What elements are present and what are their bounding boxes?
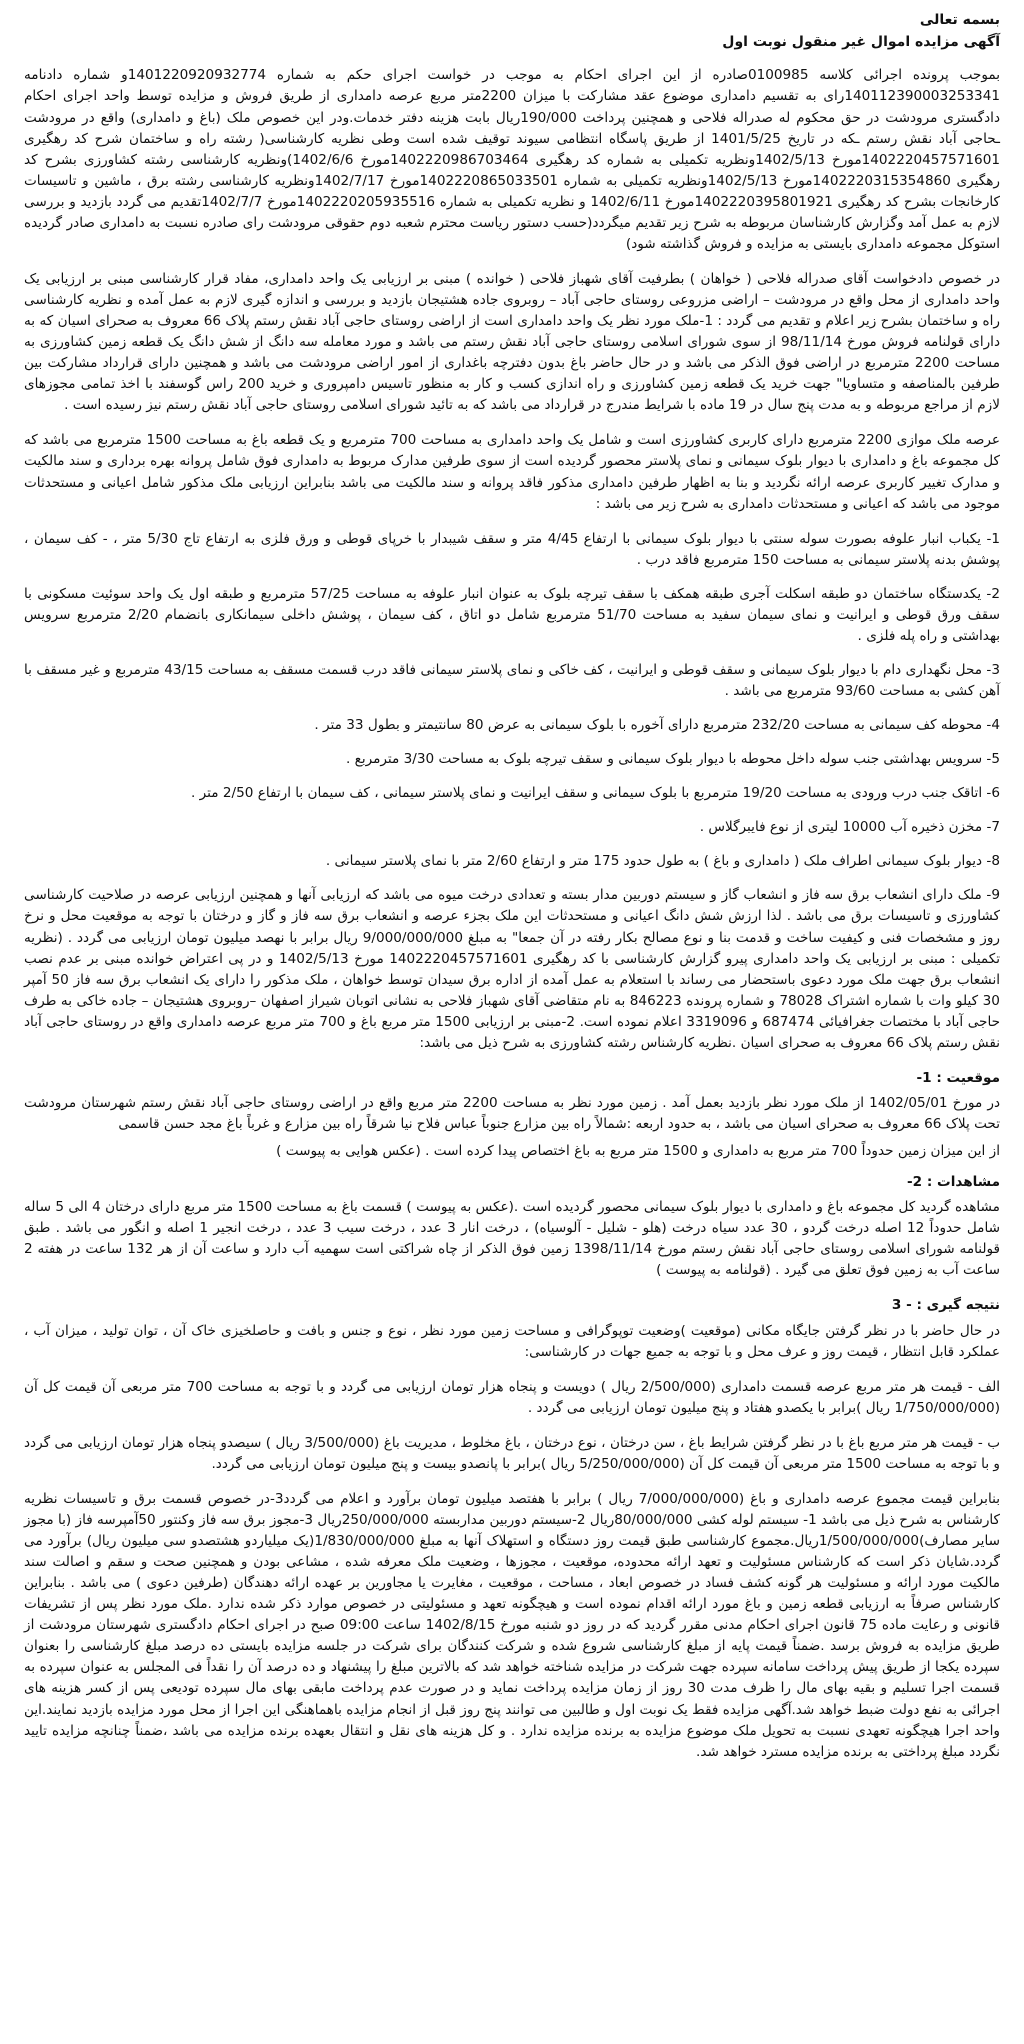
list-item: 4- محوطه کف سیمانی به مساحت 232/20 مترمربع دارای آخوره با بلوک سیمانی به عرض 80 سانتیمتر و بطول 33 متر . — [314, 717, 1000, 734]
conclusion-paragraph: در حال حاضر با در نظر گرفتن جایگاه مکانی (موقعیت )وضعیت توپوگرافی و مساحت زمین مورد نظر ، نوع و جنس و بافت و حاصلخیزی خاک آن ، توان تولید ، میزان آب ، عملکرد قابل انتظار ، قیمت روز و عرف محل و با توجه به جمیع جهات در کارشناسی: — [24, 1322, 1000, 1360]
list-item: 1- یکباب انبار علوفه بصورت سوله سنتی با دیوار بلوک سیمانی با ارتفاع 4/45 متر و سقف شیبدار با خرپای قوطی و ورق فلزی به ارتفاع تاج 5/30 متر ، - کف سیمان ، پوشش بدنه پلاستر سیمانی به مساحت 150 مترمربع فاقد درب . — [24, 530, 1001, 568]
list-item: 2- یکدستگاه ساختمان دو طبقه اسکلت آجری طبقه همکف با سقف تیرچه بلوک به عنوان انبار علوفه به مساحت 57/25 مترمربع و طبقه اول یک واحد سوئیت مسکونی با سقف ورق قوطی و ایرانیت و نمای سیمان سفید به مساحت 51/70 مترمربع شامل دو اتاق ، کف سیمان ، پوشش داخلی سیمانکاری بانضمام 2/20 مترمربع سرویس بهداشتی و راه پله فلزی . — [24, 585, 1000, 644]
list-item: 6- اتاقک جنب درب ورودی به مساحت 19/20 مترمربع با بلوک سیمانی و سقف ایرانیت و نمای پلاستر سیمانی ، کف سیمان با ارتفاع 2/50 متر . — [191, 785, 1000, 802]
final-paragraph: بنابراین قیمت مجموع عرصه دامداری و باغ (7/000/000/000 ریال ) برابر با هفتصد میلیون تومان برآورد و اعلام می گردد3-در خصوص قسمت برق و تاسیسات نظریه کارشناس به شرح ذیل می باشد 1- سیستم لوله کشی 80/000/000ریال 2-سیستم دوربین مداربسته 250/000/000ریال 3-مجوز برق سه فاز وکنتور 50آمپرسه فاز (با مجوز سایر مصارف)1/500/000/000ریال.مجموع کارشناسی طبق قیمت روز دستگاه و استهلاک آنها به مبلغ 1/830/000/000(یک میلیاردو هشتصدو سی میلیون ریال) برآورد می گردد.شایان ذکر است که کارشناس مسئولیت و تعهد ارائه محدوده، موقعیت ، مجوزها ، وضعیت ملک معرفه شده ، مشاعی بودن و همچنین صحت و سقم و اصالت سند مالکیت مورد ارائه و مسئولیت هر گونه کشف فساد در خصوص ابعاد ، مساحت ، موقعیت ، مغایرت یا مجاورین بر عهده ارائه دهندگان (طرفین دعوی ) می باشد . بنابراین کارشناس صرفاً به ارزیابی قطعه زمین و باغ مورد ارائه اقدام نموده است و هیچگونه تعهد و مسئولیتی در خصوص موارد ذکر شده ندارد .ملک مورد نظر پس از تشریفات قانونی و رعایت ماده 75 قانون اجرای احکام مدنی مقرر گردید که در روز دو شنبه مورخ 1402/8/15 ساعت 09:00 صبح در اجرای احکام دادگستری شهرستان مرودشت از طریق مزایده به فروش برسد .ضمناً قیمت پایه از مبلغ کارشناسی شروع شده و شرکت کنندگان برای شرکت در جلسه مزایده بایستی ده درصد مبلغ کارشناسی را بعنوان سپرده یکجا از طریق پیش پرداخت سامانه سپرده جهت شرکت در مزایده شناخته خواهد شد که بالاترین مبلغ را پیشنهاد و ده درصد آن را نقداً فی المجلس به عنوان سپرده به قسمت اجرا تسلیم و بقیه بهای مال را ظرف مدت 30 روز از زمان مزایده پرداخت نماید و در صورت عدم پرداخت مابقی بهای مال سپرده تودیعی پس از کسر هزینه های اجرائی به نفع دولت ضبط خواهد شد.آگهی مزایده فقط یک نوبت اول و طالبین می توانند پنج روز قبل از انجام مزایده باهماهنگی این اجرا از محل مورد مزایده بازدید نمایند.این واحد اجرا هیچگونه تعهدی نسبت به تحویل ملک موضوع مزایده به برنده مزایده ندارد . و کل هزینه های نقل و انتقال بعهده برنده مزایده می باشد ،ضمناً چنانچه مزایده تایید نگردد مبلغ پرداختی به برنده مزایده مسترد خواهد شد. — [23, 1490, 1001, 1760]
conclusion-heading: نتیجه گیری : - 3 — [891, 1297, 1000, 1314]
list-item: 8- دیوار بلوک سیمانی اطراف ملک ( دامداری و باغ ) به طول حدود 175 متر و ارتفاع 2/60 متر با نمای پلاستر سیمانی . — [325, 853, 1000, 870]
bismillah-heading: بسمه تعالی — [919, 12, 1000, 28]
notice-title: آگهی مزایده اموال غیر منقول نوبت اول — [722, 33, 1000, 50]
location-paragraph: در مورخ 1402/05/01 از ملک مورد نظر بازدید بعمل آمد . زمین مورد نظر به مساحت 2200 متر مربع واقع در اراضی روستای حاجی آباد نقش رستم شهرستان مرودشت تحت پلاک 66 معروف به صحرای اسیان می باشد ، به حدود اربعه :شمالاً راه بین مزارع جنوباً عباس فلاح نیا شرقاً راه بین مزارع و غرباً باغ مجد حسن قاسمی — [24, 1094, 1000, 1132]
location-heading: موقعیت : 1- — [916, 1069, 1000, 1086]
location-paragraph-2: از این میزان زمین حدوداً 700 متر مربع به دامداری و 1500 متر مربع به باغ اختصاص پیدا کرده است . (عکس هوایی به پیوست ) — [276, 1143, 1000, 1160]
list-item: 5- سرویس بهداشتی جنب سوله داخل محوطه با دیوار بلوک سیمانی و سقف تیرچه بلوک به مساحت 3/30 مترمربع . — [345, 751, 1000, 768]
utilities-paragraph: 9- ملک دارای انشعاب برق سه فاز و انشعاب گاز و سیستم دوربین مدار بسته و تعدادی درخت میوه می باشد که ارزیابی آنها و همچنین ارزیابی عرصه در صلاحیت کارشناسی کشاورزی و تاسیسات برق می باشد . لذا ارزش شش دانگ اعیانی و مستحدثات این ملک بجزء عرصه و انشعاب برق سه فاز و گاز و درختان با توجه به موقعیت محل و نرخ روز و مشخصات فنی و کیفیت ساخت و قدمت بنا و نوع مصالح بکار رفته در آن جمعا" به مبلغ 9/000/000/000 ریال برابر با نهصد میلیون تومان ارزیابی می گردد . (نظریه تکمیلی : مبنی بر ارزیابی یک واحد دامداری پیرو گزارش کارشناسی با کد رهگیری 1402220457571601 مورخ 1402/5/13 و در پی اعتراض خوانده مبنی بر عدم نصب انشعاب برق جهت ملک مورد دعوی باستحضار می رساند با استعلام به عمل آمده از اداره برق سیدان توسط خواهان ، ملک مذکور را دارای یک انشعاب برق سه فاز 50 آمپر 30 کیلو وات با شماره اشتراک 78028 و شماره پرونده 846223 به نام متقاضی آقای شهباز فلاحی به نشانی اتوبان شیراز اصفهان –روبروی هشتیجان – جاده خاکی به طرف حاجی آباد با مختصات جغرافیائی 687474 و 3319096 اعلام نموده است. 2-مبنی بر ارزیابی 1500 متر مربع باغ و 700 متر مربع عرصه دامداری واقع در روستای حاجی آباد نقش رستم پلاک 66 معروف به صحرای اسیان .نظریه کارشناس رشته کشاورزی به شرح ذیل می باشد: — [24, 887, 1001, 1051]
valuation-be: ب - قیمت هر متر مربع باغ با در نظر گرفتن شرایط باغ ، سن درختان ، نوع درختان ، باغ مخلوط ، مدیریت باغ (3/500/000 ریال ) سیصدو پنجاه هزار تومان ارزیابی می گردد و با توجه به مساحت 1500 متر مربعی آن قیمت کل آن (5/250/000/000 ریال )برابر با پانصدو بیست و پنج میلیون تومان ارزیابی می گردد. — [24, 1434, 1001, 1472]
list-item: 3- محل نگهداری دام با دیوار بلوک سیمانی و سقف قوطی و ایرانیت ، کف خاکی و نمای پلاستر سیمانی فاقد درب قسمت مسقف به مساحت 43/15 مترمربع و غیر مسقف با آهن کشی به مساحت 93/60 مترمربع می باشد . — [24, 661, 1000, 699]
intro-paragraph: بموجب پرونده اجرائی کلاسه 0100985صادره از این اجرای احکام به موجب در خواست اجرای حکم به شماره 140122092093277‌4و شماره دادنامه 140112390003253341رای به تقسیم دامداری موضوع عقد مشارکت با میزان 2200متر مربع عرصه دامداری از طریق فروش و مزایده توسط واحد اجرای احکام دادگستری مرودشت در حق محکوم له صدراله فلاحی و همچنین پرداخت 190/000ریال بابت هزینه دفتر خدمات.ودر این خصوص ملک (باغ و دامداری) واقع در مرودشت ـحاجی آباد نقش رستم ـکه در تاریخ 1401/5/25 از طریق پاسگاه انتظامی سیوند توقیف شده است وطی نظریه کارشناسی( رشته راه و ساختمان شرح کد رهگیری 1402220457571601مورخ 1402/5/13ونظریه تکمیلی به شماره کد رهگیری 1402220986703464مورخ 1402/6/6)ونظریه کارشناسی رشته کشاورزی بشرح کد رهگیری 1402220315354860مورخ 1402/5/13ونظریه تکمیلی به شماره 1402220865033501مورخ 1402/7/17ونظریه کارشناسی رشته برق ، ماشین و تاسیسات کارخانجات بشرح کد رهگیری 1402220395801921مورخ 1402/6/11 و نظریه تکمیلی به شماره 1402220205935516مورخ 1402/7/7تقدیم می گردد بازدید و بررسی لازم به عمل آمد وگزارش کارشناسان مربوطه به شرح زیر تقدیم میگردد(حسب دستور ریاست محترم شعبه دوم حقوقی مرودشت رای صادره نسبت به دامداری صادر گردیده استوکل مجموعه دامداری بایستی به مزایده و فروش گذاشته شود) — [24, 67, 1001, 252]
list-item: 7- مخزن ذخیره آب 10000 لیتری از نوع فایبرگلاس . — [699, 819, 1000, 836]
observations-paragraph: مشاهده گردید کل مجموعه باغ و دامداری با دیوار بلوک سیمانی محصور گردیده است .(عکس به پیوست ) قسمت باغ به مساحت 1500 متر مربع دارای درختان 4 الی 5 ساله شامل حدوداً 12 اصله درخت گردو ، 30 عدد سیاه درخت (هلو - شلیل - آلوسیاه) ، درخت انار 3 عدد ، درخت سیب 3 عدد ، درخت انجیر 1 اصله و انگور می باشد . طبق قولنامه شورای اسلامی روستای حاجی آباد نقش رستم مورخ 1398/11/14 زمین فوق الذکر از چاه شراکتی است سهمیه آب دارد و ساعت آن از هر 132 ساعت در هفته 2 ساعت آب به زمین فوق تعلق می گیرد . (قولنامه به پیوست ) — [24, 1199, 1001, 1279]
assessment-paragraph: در خصوص دادخواست آقای صدراله فلاحی ( خواهان ) بطرفیت آقای شهباز فلاحی ( خوانده ) مبنی بر ارزیابی یک واحد دامداری، مفاد قرار کارشناسی مبنی بر ارزیابی یک واحد دامداری از محل واقع در مرودشت – اراضی مزروعی روستای حاجی آباد – روبروی جاده هشتیجان بازدید و بررسی و اندازه گیری لازم به عمل آمده و نظریه کارشناسی راه و ساختمان بشرح زیر اعلام و تقدیم می گردد : 1-ملک مورد نظر یک واحد دامداری است از اراضی روستای حاجی آباد نقش رستم پلاک 66 معروف به صحرای اسیان که به دارای قولنامه فروش مورخ 98/11/14 از سوی شورای اسلامی روستای حاجی آباد نقش رستم می باشد و مورد معامله سه دانگ از شش دانگ یک قطعه زمین کشاورزی به مساحت 2200 مترمربع در اراضی فوق الذکر می باشد و در حال حاضر باغ بدون دفترچه باغداری از امور اراضی مرودشت می باشد و همچنین دارای قرارداد مشارکت بین طرفین بالمناصفه و متساویا" جهت خرید یک قطعه زمین کشاورزی و راه اندازی کسب و کار به منظور تاسیس دامپروری و خرید 200 راس گوسفند با اخذ تمامی مجوزهای لازم از مراجع مربوطه و به مدت پنج سال در 19 ماده با شرایط مندرج در قرارداد می باشد که به تائید شورای اسلامی روستای حاجی آباد نقش رستم نیز رسیده است . — [24, 270, 1001, 414]
observations-heading: مشاهدات : 2- — [907, 1174, 1000, 1191]
property-area-paragraph: عرصه ملک موازی 2200 مترمربع دارای کاربری کشاورزی است و شامل یک واحد دامداری به مساحت 700 مترمربع و یک قطعه باغ به مساحت 1500 مترمربع می باشد که کل مجموعه باغ و دامداری با دیوار بلوک سیمانی و نمای پلاستر محصور گردیده است از سوی طرفین مدارک مربوط به دامداری فوق شامل پروانه بهره برداری و سند مالکیت و مدارک تغییر کاربری عرصه ارائه نگردید و بنا به اظهار طرفین دامداری مذکور فاقد پروانه و سند مالکیت می باشد بنابراین ارزیابی ملک مذکور شامل اعیانی و مستحدثات موجود می باشد که اعیانی و مستحدثات دامداری به شرح زیر می باشد : — [24, 432, 1000, 512]
valuation-alef: الف - قیمت هر متر مربع عرصه قسمت دامداری (2/500/000 ریال ) دویست و پنجاه هزار تومان ارزیابی می گردد و با توجه به مساحت 700 متر مربعی آن قیمت کل آن (1/750/000/000 ریال )برابر با یکصدو هفتاد و پنج میلیون تومان ارزیابی می گردد . — [24, 1378, 1001, 1416]
